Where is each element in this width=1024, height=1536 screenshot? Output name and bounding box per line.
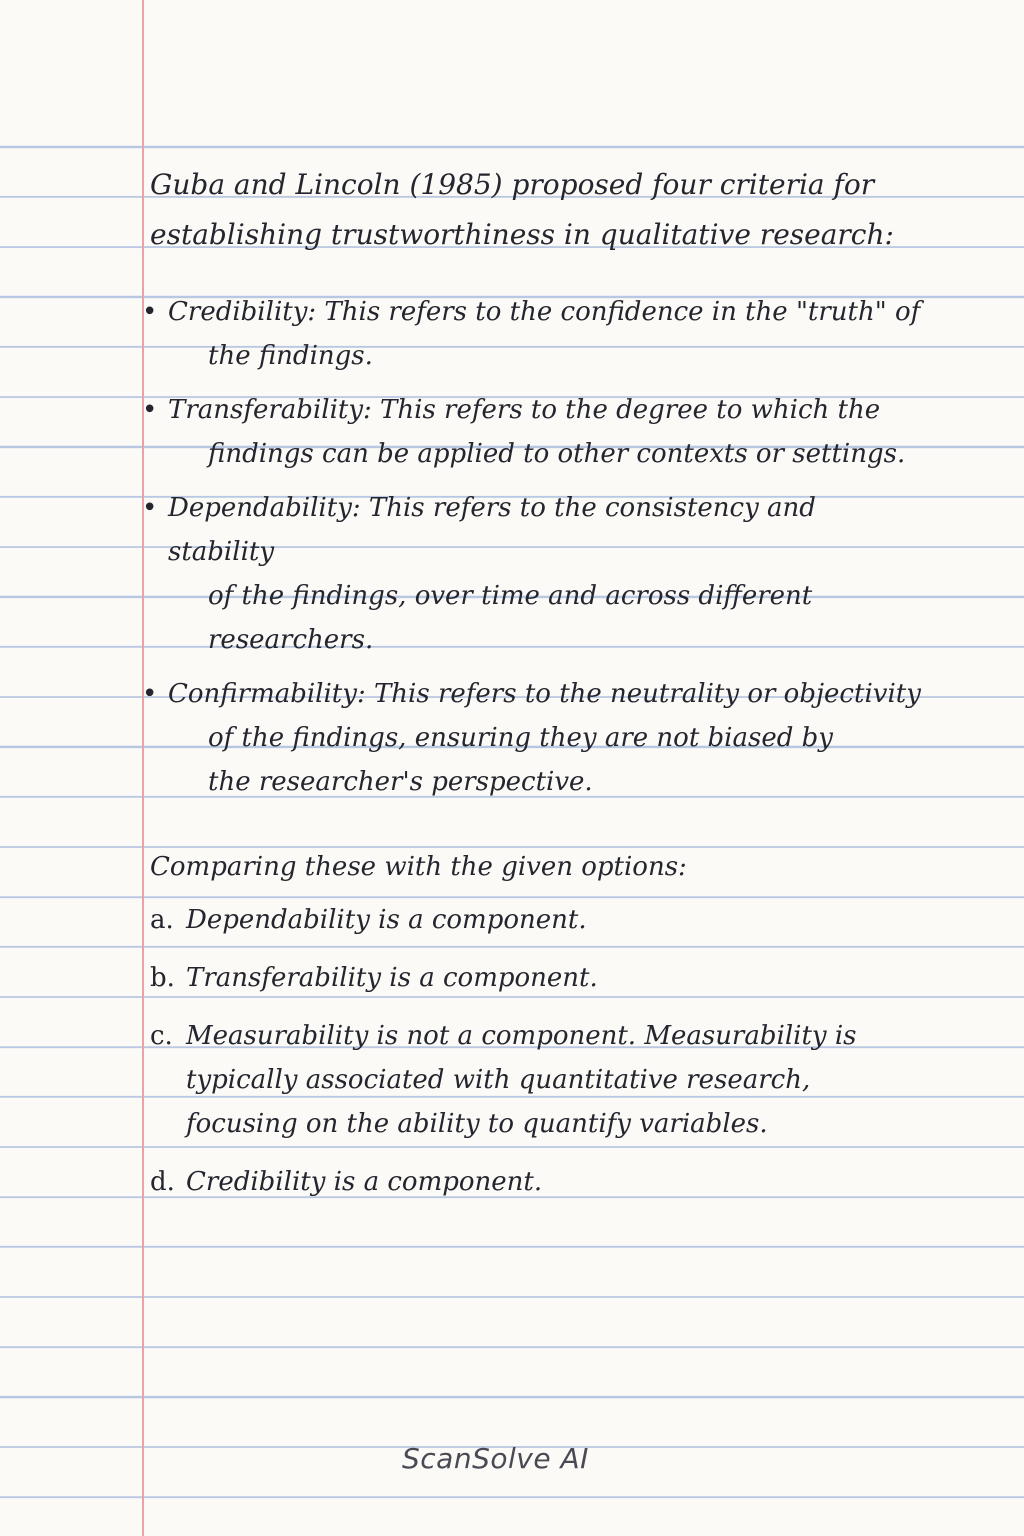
- margin-line: [142, 0, 144, 1536]
- bullet-icon: •: [142, 395, 158, 425]
- option-letter: b.: [150, 963, 175, 993]
- compare-heading: Comparing these with the given options:: [150, 852, 687, 882]
- options-list: [150, 898, 930, 1204]
- criteria-line: Confirmability: This refers to the neutrality or objectivity: [168, 679, 921, 709]
- criteria-line: the researcher's perspective.: [208, 767, 593, 797]
- option-item: [150, 956, 930, 1000]
- option-letter: c.: [150, 1021, 173, 1051]
- option-text: Dependability is a component.: [186, 905, 587, 935]
- criteria-line: of the findings, ensuring they are not biased by: [208, 723, 833, 753]
- watermark-text: ScanSolve AI: [402, 1442, 589, 1475]
- criteria-line: Credibility: This refers to the confidence in the "truth" of: [168, 297, 921, 327]
- page-header-space: [0, 0, 1024, 145]
- criteria-item: [142, 388, 930, 476]
- criteria-line: Dependability: This refers to the consistency and stability: [168, 493, 816, 567]
- option-letter: d.: [150, 1167, 175, 1197]
- criteria-item: [142, 672, 930, 804]
- bullet-icon: •: [142, 297, 158, 327]
- option-item: [150, 1160, 930, 1204]
- option-item: [150, 1014, 930, 1146]
- criteria-line: Transferability: This refers to the degree to which the: [168, 395, 881, 425]
- criteria-line: researchers.: [208, 625, 374, 655]
- bullet-icon: •: [142, 493, 158, 523]
- intro-text: Guba and Lincoln (1985) proposed four criteria for establishing trustworthiness in qualitative research:: [150, 168, 894, 251]
- criteria-line: findings can be applied to other contexts or settings.: [208, 439, 906, 469]
- criteria-line: of the findings, over time and across different: [208, 581, 813, 611]
- option-text: Measurability is not a component. Measurability is typically associated with quantitative research, focusing on the ability to quantify variables.: [186, 1021, 857, 1139]
- option-text: Credibility is a component.: [186, 1167, 543, 1197]
- criteria-list: [142, 290, 930, 804]
- criteria-line: the findings.: [208, 341, 373, 371]
- option-text: Transferability is a component.: [186, 963, 598, 993]
- handwritten-content: [142, 160, 930, 1218]
- criteria-item: [142, 486, 930, 662]
- criteria-item: [142, 290, 930, 378]
- bullet-icon: •: [142, 679, 158, 709]
- option-item: [150, 898, 930, 942]
- option-letter: a.: [150, 905, 174, 935]
